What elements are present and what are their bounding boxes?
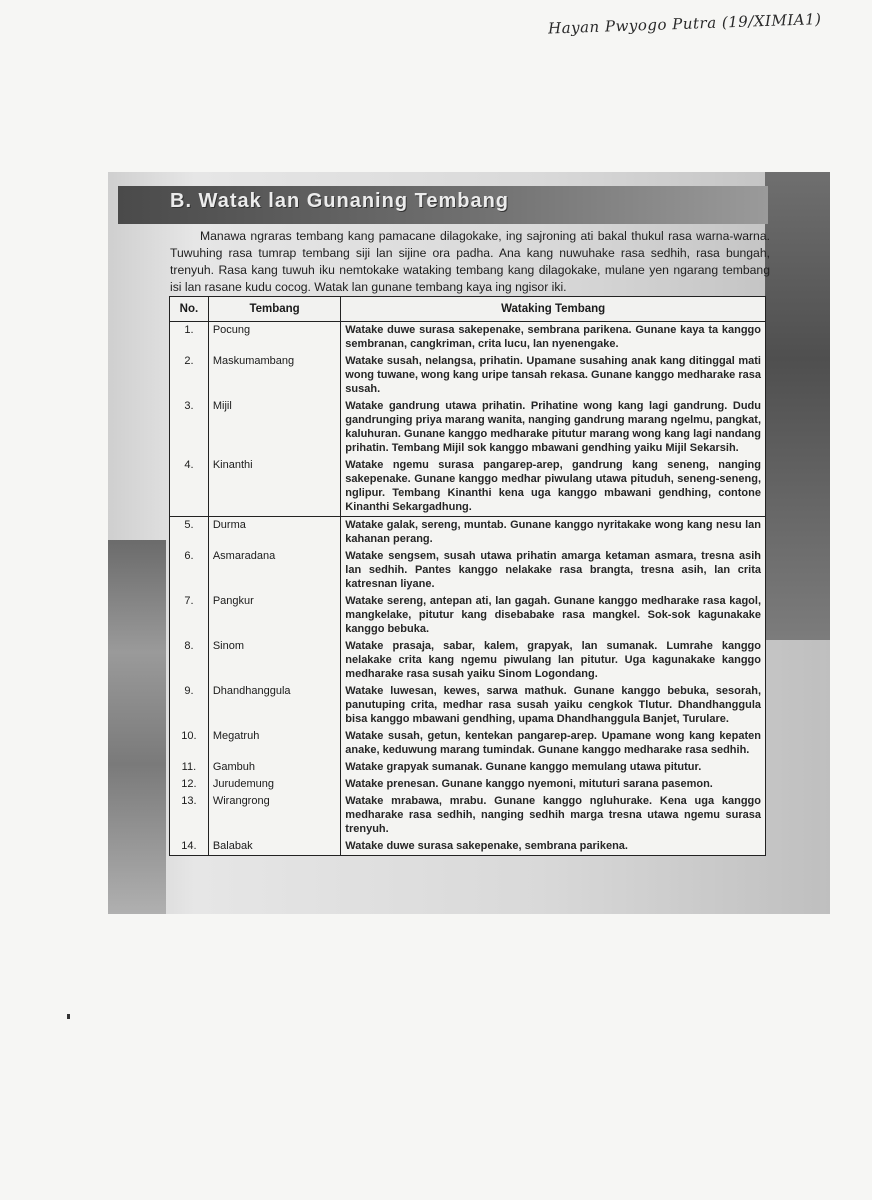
row-number: 12.	[170, 776, 209, 793]
table-row	[170, 638, 766, 683]
row-tembang: Durma	[208, 517, 340, 549]
row-watak: Watake duwe surasa sakepenake, sembrana parikena. Gunane kaya ta kanggo sembranan, cangkriman, crita lucu, lan nyenengake.	[341, 322, 766, 354]
section-title: B. Watak lan Gunaning Tembang	[170, 190, 510, 212]
row-watak: Watake sengsem, susah utawa prihatin amarga ketaman asmara, tresna asih lan sedhih. Pantes kanggo nelakake rasa brangta, tresna asih, lan crita katresnan liyane.	[341, 548, 766, 593]
row-tembang: Jurudemung	[208, 776, 340, 793]
tembang-table	[169, 296, 766, 856]
table-row	[170, 683, 766, 728]
row-number: 4.	[170, 457, 209, 517]
row-tembang: Mijil	[208, 398, 340, 457]
table-row	[170, 776, 766, 793]
row-tembang: Pocung	[208, 322, 340, 354]
row-watak: Watake gandrung utawa prihatin. Prihatine wong kang lagi gandrung. Dudu gandrunging priya marang wanita, nanging gandrung marang ngelmu, pangkat, kaluhuran. Gunane kanggo medharake pitutur marang wong kang lagi nandang prihatin. Tembang Mijil sok kanggo mbawani gendhing yaiku Mijil Sekarsih.	[341, 398, 766, 457]
table-row	[170, 322, 766, 354]
row-number: 5.	[170, 517, 209, 549]
row-watak: Watake mrabawa, mrabu. Gunane kanggo ngluhurake. Kena uga kanggo medharake rasa sedhih, nanging sedhih marga tresna utawa ngemu surasa trenyuh.	[341, 793, 766, 838]
handwritten-name: Hayan Pwyogo Putra (19/XIMIA1)	[547, 10, 822, 38]
table-header-row	[170, 297, 766, 322]
row-tembang: Kinanthi	[208, 457, 340, 517]
scan-shadow-left	[108, 540, 166, 914]
row-number: 13.	[170, 793, 209, 838]
row-watak: Watake galak, sereng, muntab. Gunane kanggo nyritakake wong kang nesu lan kahanan perang.	[341, 517, 766, 549]
row-number: 1.	[170, 322, 209, 354]
table-row	[170, 353, 766, 398]
table-row	[170, 457, 766, 517]
table-row	[170, 759, 766, 776]
row-tembang: Balabak	[208, 838, 340, 856]
row-tembang: Pangkur	[208, 593, 340, 638]
scan-shadow-right	[765, 172, 830, 640]
table-row	[170, 793, 766, 838]
row-number: 2.	[170, 353, 209, 398]
header-no: No.	[170, 297, 209, 322]
row-watak: Watake duwe surasa sakepenake, sembrana parikena.	[341, 838, 766, 856]
table-row	[170, 593, 766, 638]
row-number: 11.	[170, 759, 209, 776]
table-row	[170, 838, 766, 856]
table-row	[170, 548, 766, 593]
row-tembang: Dhandhanggula	[208, 683, 340, 728]
row-number: 3.	[170, 398, 209, 457]
table-row	[170, 728, 766, 759]
table-row	[170, 398, 766, 457]
intro-paragraph	[170, 228, 770, 296]
row-watak: Watake prenesan. Gunane kanggo nyemoni, mituturi sarana pasemon.	[341, 776, 766, 793]
row-watak: Watake sereng, antepan ati, lan gagah. Gunane kanggo medharake rasa kagol, mangkelake, pitutur kang disebabake rasa mangkel. Sok-sok kagunakake kanggo bebuka.	[341, 593, 766, 638]
header-wataking-tembang: Wataking Tembang	[341, 297, 766, 322]
row-watak: Watake grapyak sumanak. Gunane kanggo memulang utawa pitutur.	[341, 759, 766, 776]
row-number: 9.	[170, 683, 209, 728]
row-tembang: Asmaradana	[208, 548, 340, 593]
intro-text: Manawa ngraras tembang kang pamacane dilagokake, ing sajroning ati bakal thukul rasa warna-warna. Tuwuhing rasa tumrap tembang siji lan sijine ora padha. Ana kang nuwuhake rasa sedhih, rasa bungah, trenyuh. Rasa kang tuwuh iku nemtokake wataking tembang kang dilagokake, mulane yen ngarang tembang isi lan rasane kudu cocog. Watak lan gunane tembang kaya ing ngisor iki.	[170, 229, 770, 294]
row-tembang: Sinom	[208, 638, 340, 683]
table-row	[170, 517, 766, 549]
scan-speck	[67, 1014, 70, 1019]
row-number: 7.	[170, 593, 209, 638]
row-number: 14.	[170, 838, 209, 856]
row-watak: Watake luwesan, kewes, sarwa mathuk. Gunane kanggo bebuka, sesorah, panutuping crita, medhar rasa susah yaiku cengkok Tlutur. Dhandhanggula bisa kanggo mbawani gendhing, upama Dhandhanggula Banjet, Turulare.	[341, 683, 766, 728]
row-number: 10.	[170, 728, 209, 759]
row-watak: Watake ngemu surasa pangarep-arep, gandrung kang seneng, nanging sakepenake. Gunane kanggo medhar piwulang utawa pituduh, seneng-seneng, nglipur. Tembang Kinanthi kena uga kanggo mbawani gendhing, contone Kinanthi Sekargadhung.	[341, 457, 766, 517]
row-number: 6.	[170, 548, 209, 593]
row-watak: Watake prasaja, sabar, kalem, grapyak, lan sumanak. Lumrahe kanggo nelakake crita kang ngemu piwulang lan pitutur. Uga kagunakake kanggo medharake rasa susah yaiku Sinom Logondang.	[341, 638, 766, 683]
row-tembang: Maskumambang	[208, 353, 340, 398]
row-tembang: Gambuh	[208, 759, 340, 776]
row-tembang: Megatruh	[208, 728, 340, 759]
row-watak: Watake susah, getun, kentekan pangarep-arep. Upamane wong kang kepaten anake, keduwung marang tumindak. Gunane kanggo medharake rasa sedhih.	[341, 728, 766, 759]
header-tembang: Tembang	[208, 297, 340, 322]
row-tembang: Wirangrong	[208, 793, 340, 838]
row-watak: Watake susah, nelangsa, prihatin. Upamane susahing anak kang ditinggal mati wong tuwane, wong kang uripe tansah rekasa. Gunane kanggo medharake rasa susah.	[341, 353, 766, 398]
row-number: 8.	[170, 638, 209, 683]
